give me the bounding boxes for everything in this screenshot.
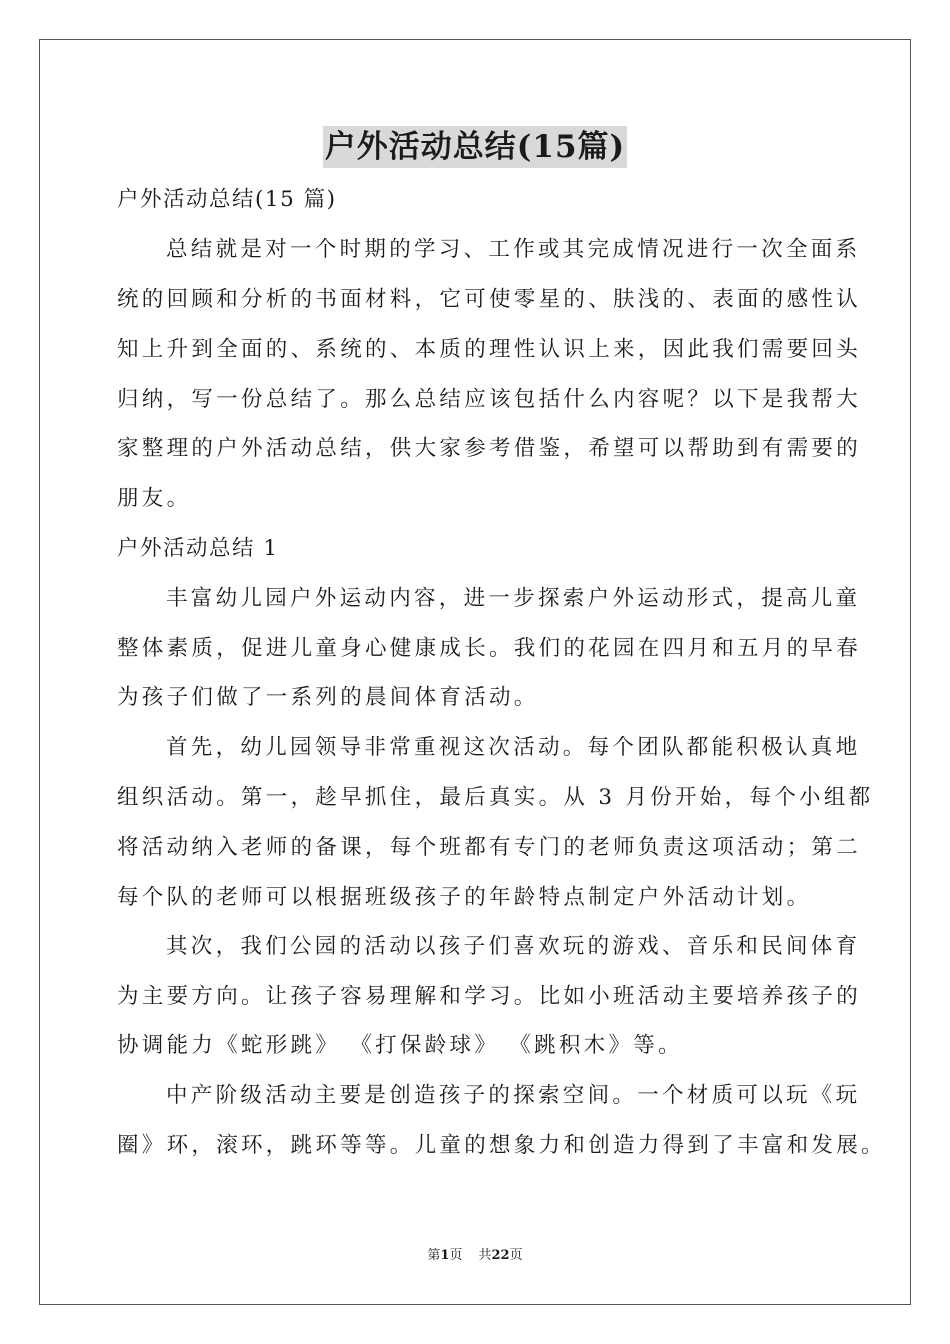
paragraph-line: 中产阶级活动主要是创造孩子的探索空间。一个材质可以玩《玩 — [166, 1083, 861, 1108]
paragraph-line: 为主要方向。让孩子容易理解和学习。比如小班活动主要培养孩子的 — [117, 984, 862, 1009]
intro-line: 朋友。 — [117, 486, 192, 511]
footer-total-suffix: 页 — [509, 1248, 523, 1263]
paragraph-line: 为孩子们做了一系列的晨间体育活动。 — [117, 685, 539, 710]
paragraph-line: 组织活动。第一，趁早抓住，最后真实。从 3 月份开始，每个小组都 — [117, 785, 874, 810]
intro-line: 知上升到全面的、系统的、本质的理性认识上来，因此我们需要回头 — [117, 337, 862, 362]
title-wrap — [0, 126, 950, 168]
page-border — [39, 39, 911, 1305]
footer-page-number: 1 — [440, 1248, 450, 1263]
section-heading: 户外活动总结 1 — [117, 536, 279, 561]
intro-line: 家整理的户外活动总结，供大家参考借鉴，希望可以帮助到有需要的 — [117, 436, 862, 461]
document-subtitle: 户外活动总结(15 篇) — [117, 187, 337, 212]
footer-total-pages: 22 — [491, 1248, 510, 1263]
paragraph-line: 协调能力《蛇形跳》 《打保龄球》 《跳积木》等。 — [117, 1033, 683, 1058]
document-title: 户外活动总结(15篇) — [323, 126, 627, 168]
footer-total-prefix: 共 — [478, 1248, 492, 1263]
intro-line: 总结就是对一个时期的学习、工作或其完成情况进行一次全面系 — [166, 237, 861, 262]
paragraph-line: 圈》环，滚环，跳环等等。儿童的想象力和创造力得到了丰富和发展。 — [117, 1133, 886, 1158]
paragraph-line: 每个队的老师可以根据班级孩子的年龄特点制定户外活动计划。 — [117, 885, 812, 910]
paragraph-line: 丰富幼儿园户外运动内容，进一步探索户外运动形式，提高儿童 — [166, 586, 861, 611]
page-footer — [0, 1247, 950, 1265]
paragraph-line: 首先，幼儿园领导非常重视这次活动。每个团队都能积极认真地 — [166, 735, 861, 760]
intro-line: 统的回顾和分析的书面材料，它可使零星的、肤浅的、表面的感性认 — [117, 287, 862, 312]
paragraph-line: 整体素质，促进儿童身心健康成长。我们的花园在四月和五月的早春 — [117, 636, 862, 661]
paragraph-line: 将活动纳入老师的备课，每个班都有专门的老师负责这项活动；第二 — [117, 835, 862, 860]
footer-page-suffix: 页 — [449, 1248, 463, 1263]
intro-line: 归纳，写一份总结了。那么总结应该包括什么内容呢？以下是我帮大 — [117, 387, 862, 412]
footer-page-prefix: 第 — [427, 1248, 441, 1263]
paragraph-line: 其次，我们公园的活动以孩子们喜欢玩的游戏、音乐和民间体育 — [166, 934, 861, 959]
